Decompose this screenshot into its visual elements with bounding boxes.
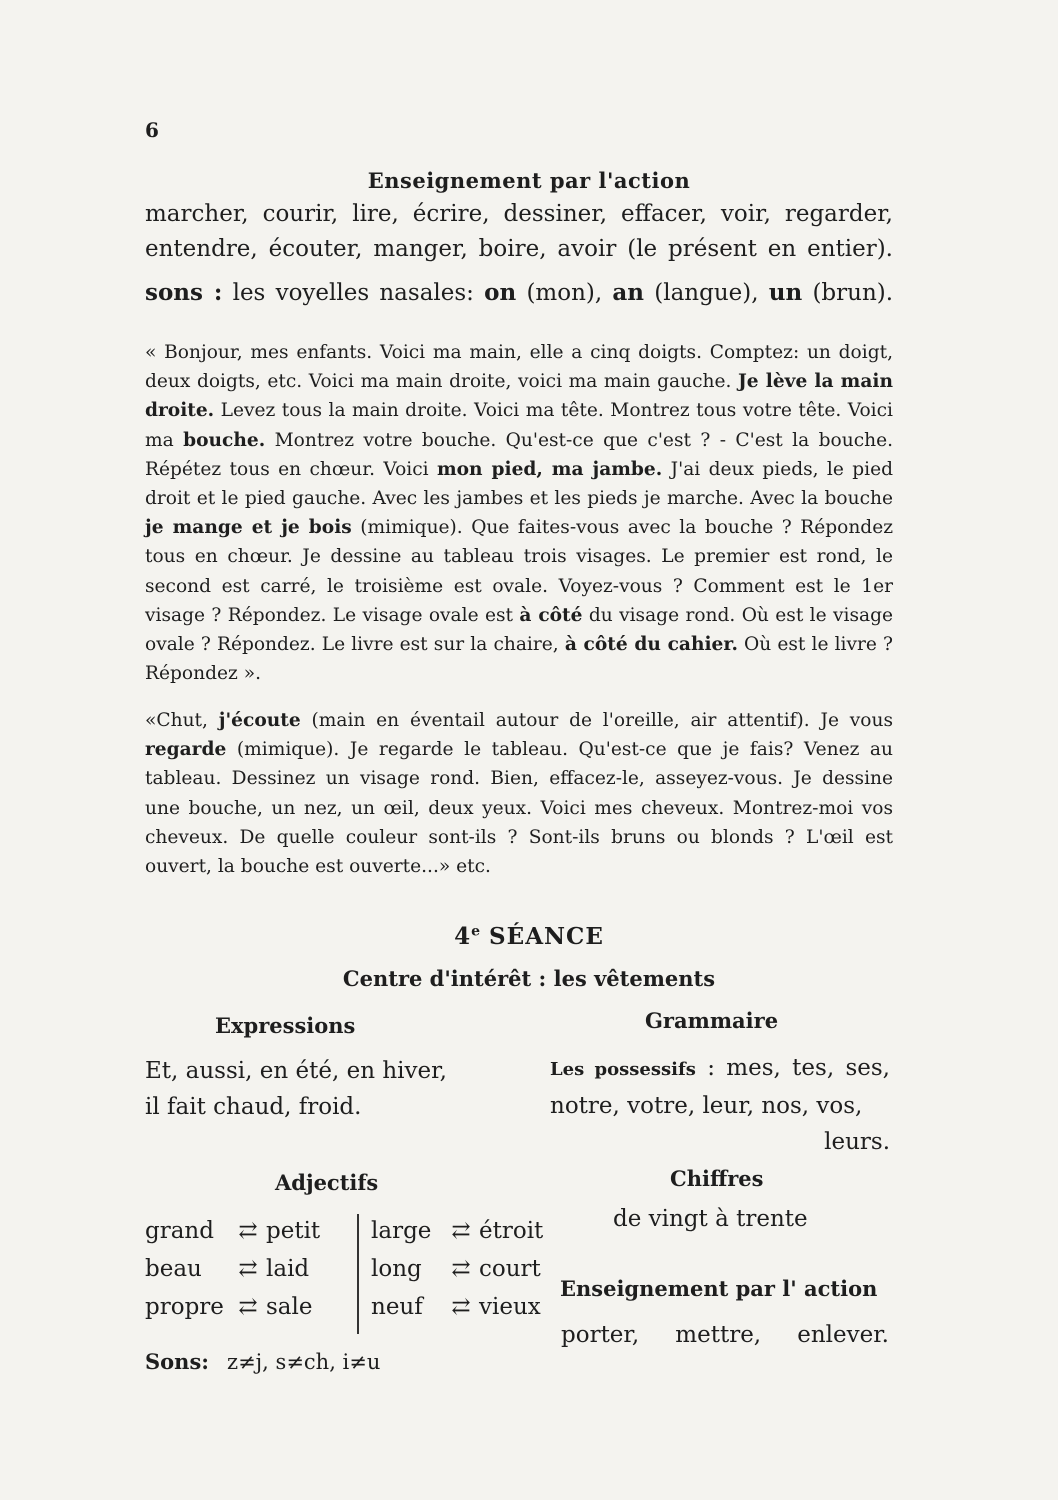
lesson-paragraph-2 <box>145 706 893 881</box>
p1-text-1: « Bonjour, mes enfants. Voici ma main, elle a cinq doigts. Comptez: un doigt, deux doigts, etc. Voici ma main droite, voici ma main gauche. <box>145 342 893 393</box>
sound-un-example: (brun). <box>812 280 894 306</box>
grammaire-text <box>550 1050 890 1160</box>
lesson-paragraph-1 <box>145 338 893 688</box>
p2-text-2: (main en éventail autour de l'oreille, air attentif). Je vous <box>311 710 893 731</box>
p2-text-1: «Chut, <box>145 710 208 731</box>
adj-right-opposite: vieux <box>479 1294 541 1320</box>
opposite-arrows-icon: ⇄ <box>238 1256 258 1282</box>
p1-bold-1: Je lève la main droite. <box>145 371 893 422</box>
adj-left: beau <box>145 1256 202 1282</box>
sons-bottom <box>145 1349 380 1374</box>
p2-bold-2: regarde <box>145 739 227 761</box>
adj-right: long <box>371 1256 422 1282</box>
opposite-arrows-icon: ⇄ <box>451 1256 471 1282</box>
opposite-arrows-icon: ⇄ <box>451 1294 471 1320</box>
adj-left-opposite: petit <box>266 1218 321 1244</box>
expressions-heading: Expressions <box>215 1013 356 1038</box>
action-verbs-2: porter, mettre, enlever. <box>561 1322 889 1348</box>
p1-text-3: Montrez votre bouche. Qu'est-ce que c'est ? - C'est la bouche. Répétez tous en chœur. Voici <box>145 429 893 480</box>
p1-bold-5: à côté <box>519 604 583 626</box>
seance-number: 4 <box>454 923 472 950</box>
adj-right: neuf <box>371 1294 423 1320</box>
sound-an-example: (langue), <box>654 280 759 306</box>
sons-line <box>145 279 893 306</box>
p1-text-2: Levez tous la main droite. Voici ma tête. Montrez tous votre tête. Voici ma <box>145 400 893 451</box>
adjective-row <box>145 1212 559 1250</box>
page-number: 6 <box>145 118 159 142</box>
adjective-row <box>145 1250 559 1288</box>
p1-text-7: Où est le livre ? Répondez ». <box>145 634 893 685</box>
p1-bold-2: bouche. <box>183 429 266 451</box>
adj-right: large <box>371 1218 432 1244</box>
possessifs-label: Les possessifs <box>550 1059 696 1080</box>
adj-left: grand <box>145 1218 214 1244</box>
sound-on-example: (mon), <box>526 280 603 306</box>
adjectifs-heading: Adjectifs <box>275 1170 379 1195</box>
p1-bold-6: à côté du cahier. <box>564 634 738 656</box>
sound-an: an <box>612 279 645 306</box>
adjective-row <box>145 1288 559 1326</box>
opposite-arrows-icon: ⇄ <box>451 1218 471 1244</box>
adj-right-opposite: étroit <box>479 1218 544 1244</box>
chiffres-text: de vingt à trente <box>613 1206 808 1232</box>
possessifs-list: : mes, tes, ses, notre, votre, leur, nos, vos, <box>550 1055 890 1119</box>
centre-interet: Centre d'intérêt : les vêtements <box>342 966 716 991</box>
adj-left: propre <box>145 1294 224 1320</box>
adj-left-opposite: laid <box>266 1256 310 1282</box>
adj-left-opposite: sale <box>266 1294 313 1320</box>
p2-bold-1: j'écoute <box>218 710 301 731</box>
section-heading-action: Enseignement par l'action <box>367 168 691 193</box>
column-divider <box>357 1214 359 1334</box>
verbs-line-2: entendre, écouter, manger, boire, avoir (le présent en entier). <box>145 236 893 262</box>
opposite-arrows-icon: ⇄ <box>238 1294 258 1320</box>
p1-text-5: (mimique). Que faites-vous avec la bouche ? Répondez tous en chœur. Je dessine au tableau trois visages. Le premier est rond, le second est carré, le troisième est ovale. Voyez-vous ? Comment est le 1er visage ? Répondez. Le visage ovale est <box>145 517 894 626</box>
sons-bottom-label: Sons: <box>145 1349 210 1374</box>
sons-label: sons : <box>145 279 223 306</box>
sons-text: les voyelles nasales: <box>232 280 474 306</box>
p1-text-4: J'ai deux pieds, le pied droit et le pied gauche. Avec les jambes et les pieds je marche. Avec la bouche <box>145 458 894 510</box>
p1-bold-3: mon pied, ma jambe. <box>436 458 663 480</box>
seance-title: SÉANCE <box>489 923 604 950</box>
expressions-text <box>145 1053 485 1125</box>
adj-right-opposite: court <box>479 1256 541 1282</box>
chiffres-heading: Chiffres <box>670 1166 764 1191</box>
sound-on: on <box>484 279 517 306</box>
section-heading-action-2: Enseignement par l' action <box>560 1276 878 1301</box>
seance-heading <box>0 923 1058 950</box>
expressions-line-2: il fait chaud, froid. <box>145 1094 362 1120</box>
adjectifs-table <box>145 1212 559 1326</box>
grammaire-heading: Grammaire <box>645 1008 779 1033</box>
p2-text-3: (mimique). Je regarde le tableau. Qu'est-ce que je fais? Venez au tableau. Dessinez un visage rond. Bien, effacez-le, asseyez-vous. Je dessine une bouche, un nez, un œil, deux yeux. Voici mes cheveux. Montrez-moi vos cheveux. De quelle couleur sont-ils ? Sont-ils bruns ou blonds ? L'œil est ouvert, la bouche est ouverte...» etc. <box>145 739 893 878</box>
opposite-arrows-icon: ⇄ <box>238 1218 258 1244</box>
seance-ordinal: e <box>471 923 481 940</box>
p1-bold-4: je mange et je bois <box>145 517 352 539</box>
sound-un: un <box>768 279 803 306</box>
sons-bottom-text: z≠j, s≠ch, i≠u <box>227 1350 381 1374</box>
verbs-line-1: marcher, courir, lire, écrire, dessiner, effacer, voir, regarder, <box>145 201 893 227</box>
p1-text-6: du visage rond. Où est le visage ovale ? Répondez. Le livre est sur la chaire, <box>145 604 893 656</box>
expressions-line-1: Et, aussi, en été, en hiver, <box>145 1058 447 1084</box>
possessifs-last: leurs. <box>824 1129 890 1155</box>
